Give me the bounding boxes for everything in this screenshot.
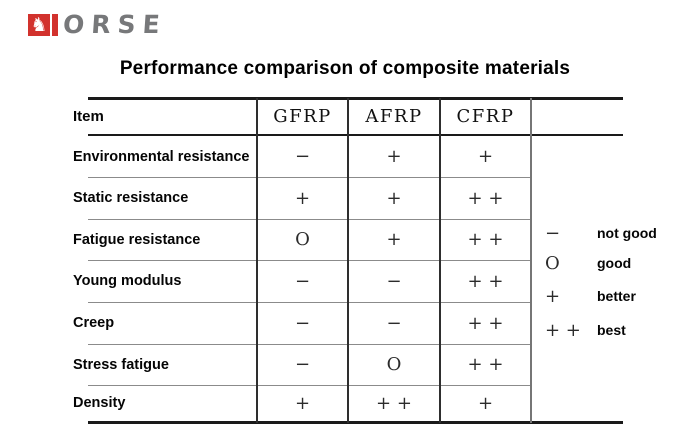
legend-label: good [597, 255, 632, 271]
figure-title: Performance comparison of composite materials [119, 58, 571, 79]
cell-value: + [294, 392, 311, 414]
legend-item [545, 317, 626, 343]
legend-symbol: O [545, 252, 560, 274]
legend-item [545, 283, 636, 309]
horse-head-icon: ♞ [30, 13, 48, 36]
column-divider [530, 98, 532, 423]
cell-value: + + [376, 392, 412, 414]
cell-value: + [386, 229, 402, 250]
col-header-cfrp: CFRP [456, 105, 515, 127]
cell-value: + + [467, 312, 504, 334]
cell-value: O [386, 354, 402, 375]
cell-value: + + [467, 354, 504, 375]
row-label: Stress fatigue [73, 356, 169, 373]
cell-value: + [386, 146, 402, 167]
cell-value: − [294, 270, 311, 292]
legend-symbol: + [545, 285, 561, 307]
cell-value: + [386, 187, 402, 209]
legend-item [545, 220, 657, 246]
cell-value: + + [467, 229, 504, 250]
legend-symbol: − [545, 222, 561, 244]
logo-h-block [28, 14, 50, 36]
legend-label: best [597, 322, 626, 338]
legend-label: better [597, 288, 636, 304]
cell-value: + [477, 146, 494, 167]
row-label: Static resistance [73, 190, 189, 206]
cell-value: − [294, 354, 311, 375]
brand-logo [28, 10, 168, 39]
logo-h-bar [52, 14, 58, 36]
row-label: Environmental resistance [73, 148, 250, 165]
row-label: Creep [73, 315, 115, 331]
col-header-gfrp: GFRP [273, 105, 332, 127]
col-header-item: Item [73, 107, 104, 125]
cell-value: + [477, 392, 494, 414]
cell-value: − [294, 146, 311, 167]
table-bottom-border [88, 421, 623, 424]
row-label: Density [73, 395, 126, 411]
col-header-afrp: AFRP [365, 105, 423, 127]
cell-value: − [294, 312, 311, 334]
legend-symbol: + + [545, 319, 581, 341]
cell-value: + + [467, 270, 504, 292]
row-label: Young modulus [73, 273, 182, 289]
cell-value: − [386, 270, 402, 292]
legend-label: not good [597, 225, 657, 241]
cell-value: + + [467, 187, 504, 209]
cell-value: O [295, 229, 310, 250]
brand-name: ORSE [62, 10, 168, 39]
row-label: Fatigue resistance [73, 231, 201, 248]
legend-item [545, 250, 631, 276]
cell-value: + [294, 187, 311, 209]
cell-value: − [386, 312, 402, 334]
